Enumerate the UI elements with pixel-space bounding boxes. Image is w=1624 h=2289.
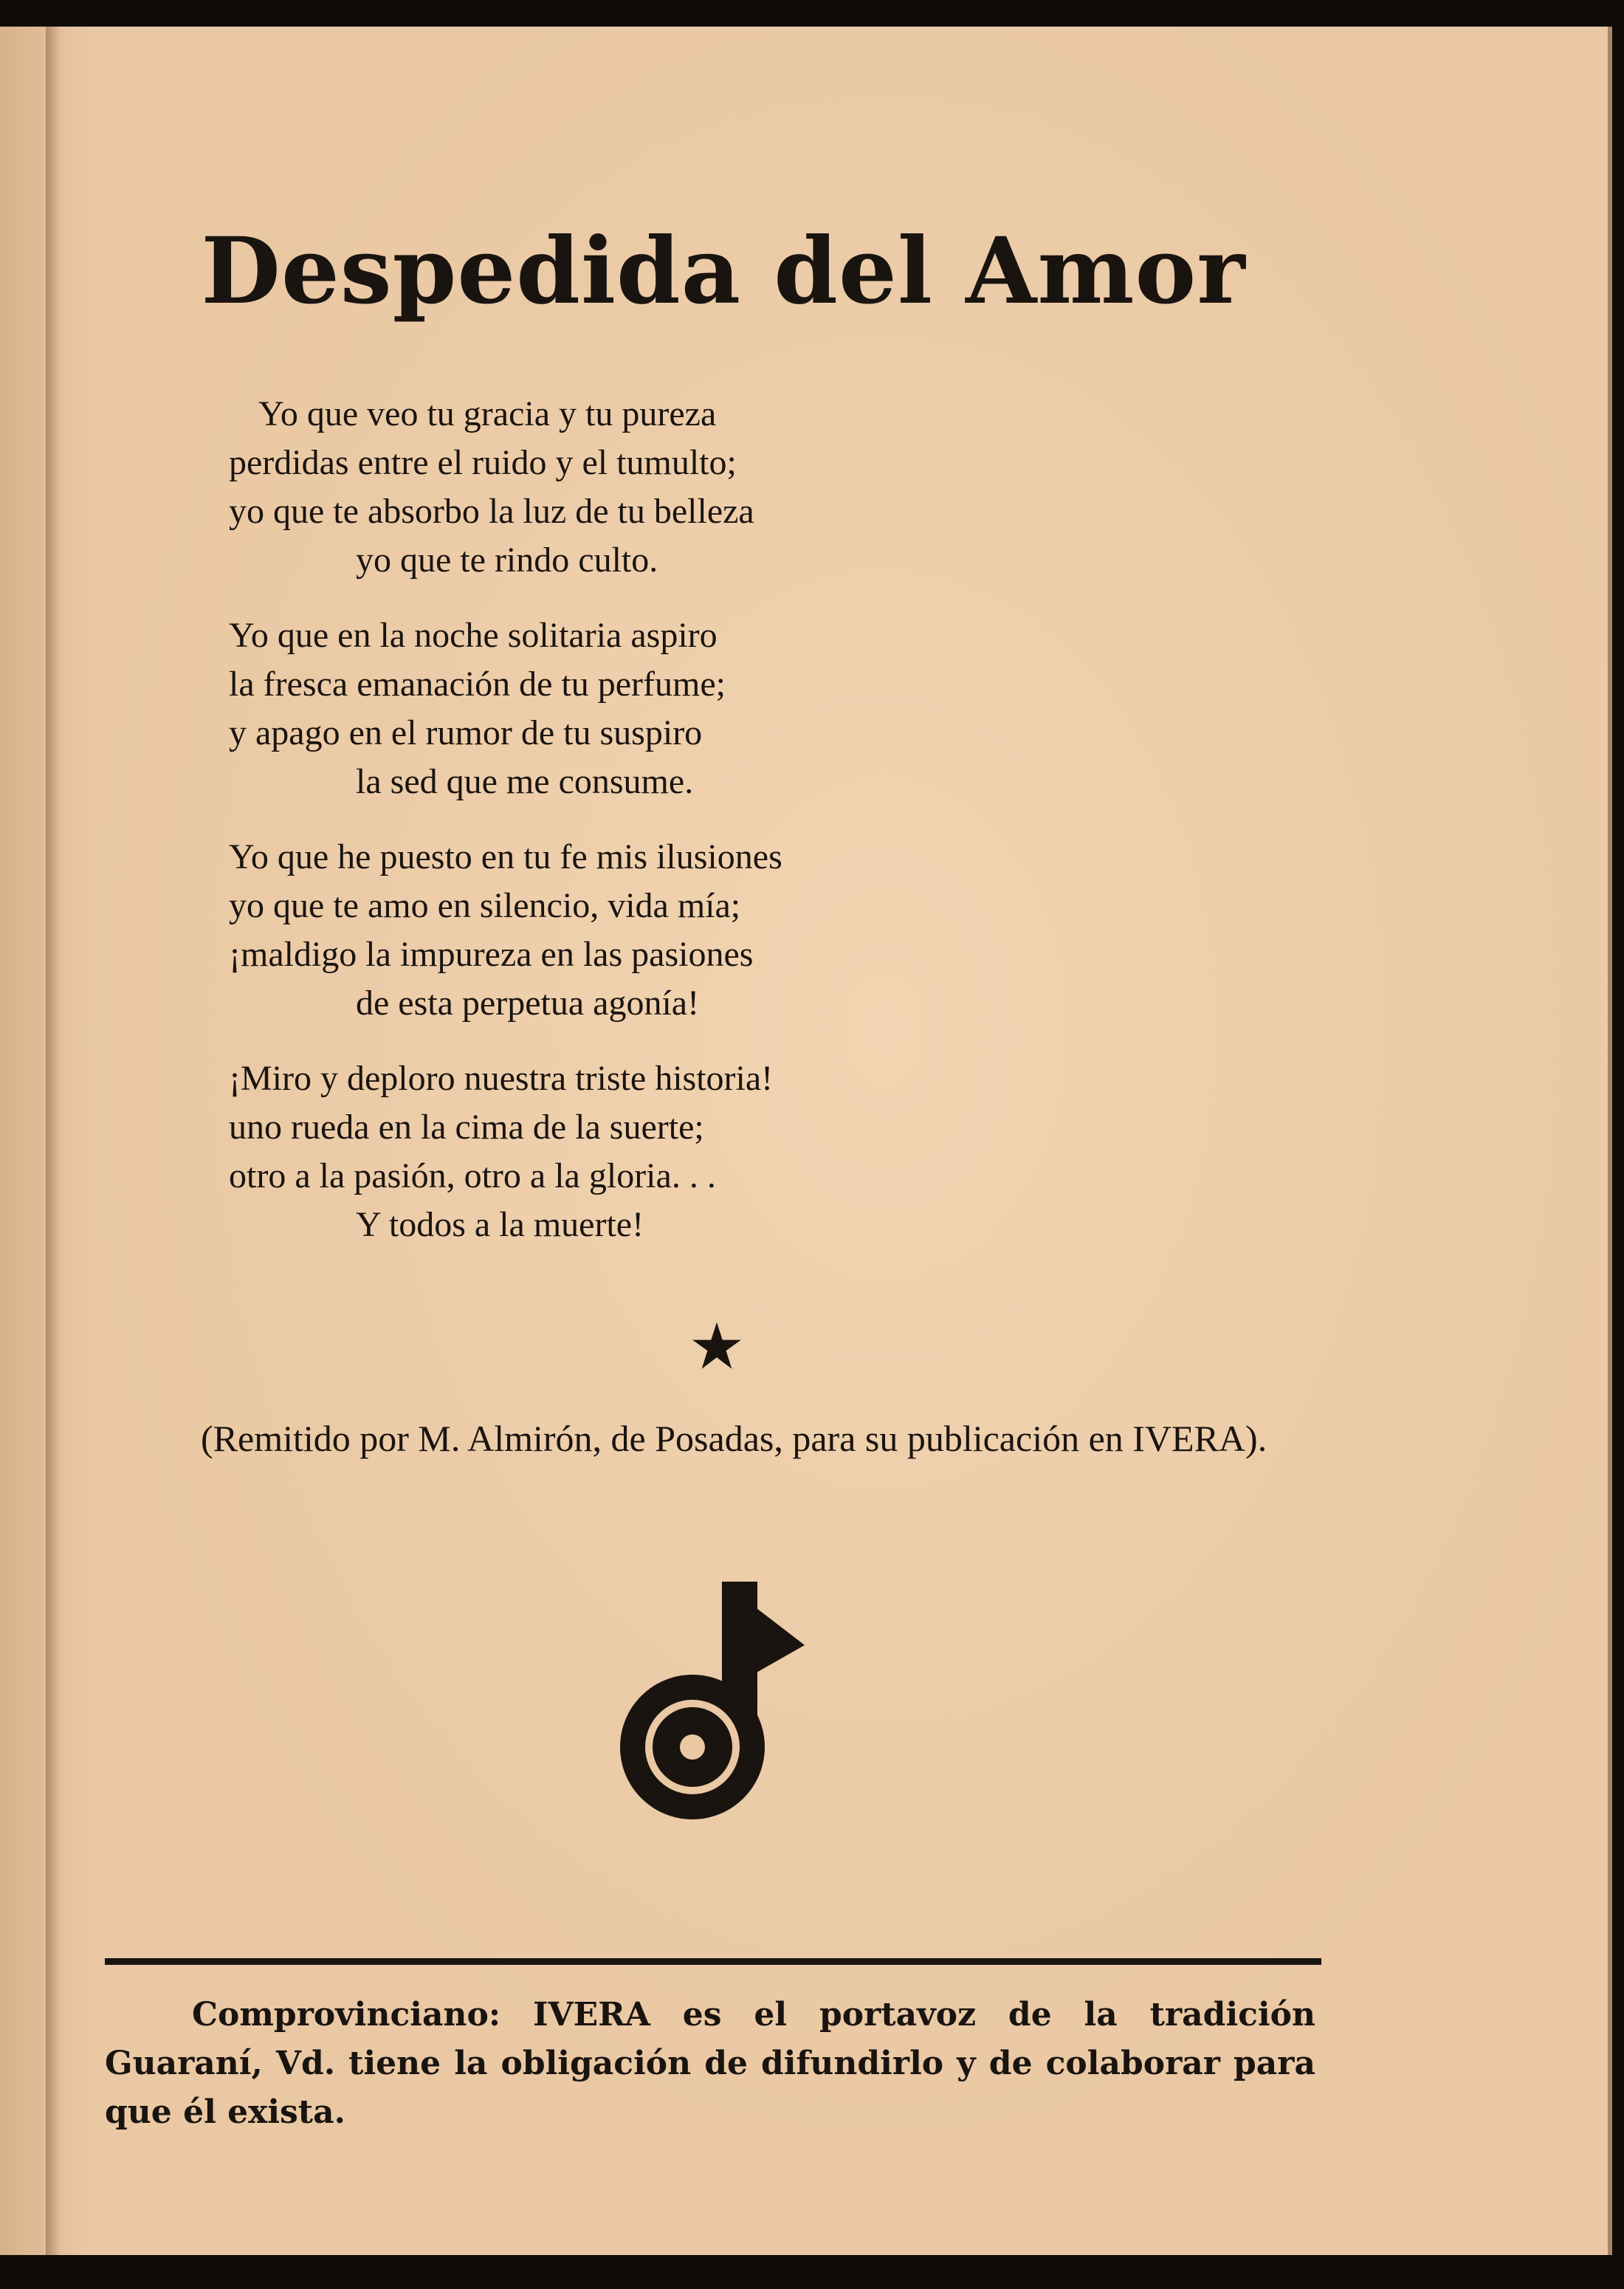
poem-line: yo que te absorbo la luz de tu belleza — [229, 492, 754, 531]
poem-line: uno rueda en la cima de la suerte; — [229, 1108, 704, 1147]
poem-line: la fresca emanación de tu perfume; — [229, 665, 726, 704]
editorial-notice: Comprovinciano: IVERA es el portavoz de la tradición Guaraní, Vd. tiene la obligación de difundirlo y de colaborar para que él exista. — [105, 1996, 1315, 2131]
stanza-1 — [229, 390, 1041, 585]
poem-title: Despedida del Amor — [201, 218, 1246, 325]
remitted-note: (Remitido por M. Almirón, de Posadas, para su publicación en IVERA). — [201, 1418, 1267, 1459]
poem-line: Y todos a la muerte! — [356, 1205, 644, 1244]
stanza-2 — [229, 611, 1041, 806]
star-icon — [691, 1320, 743, 1372]
poem-line: Yo que veo tu gracia y tu pureza — [258, 394, 717, 433]
poem-line: yo que te rindo culto. — [356, 540, 658, 580]
poem-line: Yo que he puesto en tu fe mis ilusiones — [229, 837, 782, 876]
poem-line: ¡Miro y deploro nuestra triste historia! — [229, 1059, 774, 1098]
poem-line: la sed que me consume. — [356, 762, 694, 801]
poem-body — [229, 390, 1041, 1276]
stanza-4 — [229, 1054, 1041, 1249]
poem-line: y apago en el rumor de tu suspiro — [229, 713, 703, 752]
poem-line: de esta perpetua agonía! — [356, 984, 700, 1023]
section-divider — [105, 1958, 1321, 1965]
stanza-3 — [229, 833, 1041, 1028]
poem-line: yo que te amo en silencio, vida mía; — [229, 886, 741, 925]
page-gutter — [46, 27, 61, 2255]
poem-line: otro a la pasión, otro a la gloria. . . — [229, 1156, 716, 1195]
poem-line: ¡maldigo la impureza en las pasiones — [229, 935, 754, 974]
ivera-emblem-icon — [619, 1577, 811, 1821]
poem-line: perdidas entre el ruido y el tumulto; — [229, 443, 737, 482]
poem-line: Yo que en la noche solitaria aspiro — [229, 616, 718, 655]
magazine-page — [0, 27, 1612, 2255]
